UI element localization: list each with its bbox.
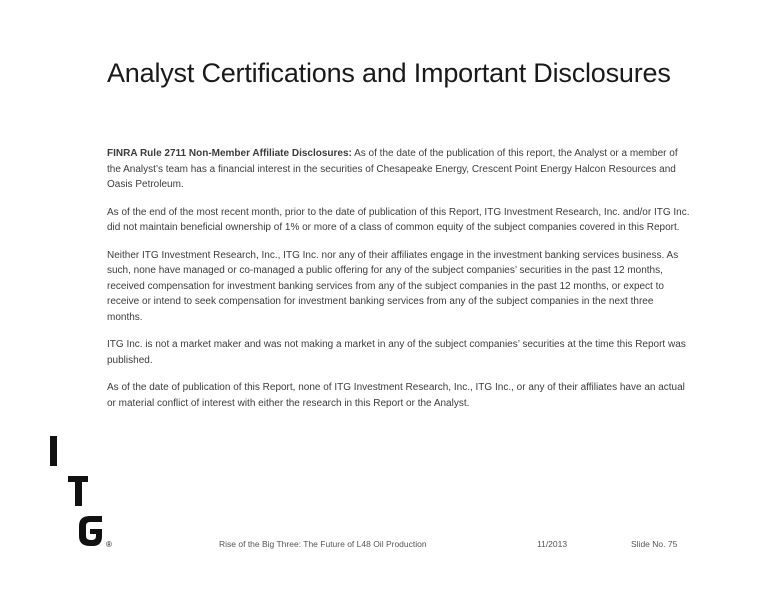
disclosures-body [107, 146, 691, 423]
conflict-disclosure: As of the date of publication of this Report, none of ITG Investment Research, Inc., ITG Inc., or any of their affiliates have an actual or material conflict of interest with either the research in this Report or the Analyst. [107, 382, 685, 409]
footer-slide-number: Slide No. 75 [631, 539, 678, 549]
footer-date: 11/2013 [537, 539, 568, 549]
market-maker-disclosure: ITG Inc. is not a market maker and was not making a market in any of the subject companies’ securities at the time this Report was published. [107, 339, 686, 366]
footer-report-title: Rise of the Big Three: The Future of L48 Oil Production [219, 539, 427, 549]
finra-text: As of the date of the publication of this report, the Analyst or a member of the Analyst’s team has a financial interest in the securities of Chesapeake Energy, Crescent Point Energy Halcon Resources and Oasis Petroleum. [107, 148, 678, 190]
logo-registered-mark: ® [106, 540, 112, 549]
finra-label: FINRA Rule 2711 Non-Member Affiliate Disclosures: [107, 148, 352, 159]
finra-disclosure [107, 146, 691, 193]
logo-letter-g [79, 516, 102, 546]
logo-letter-t [68, 476, 88, 506]
page-title: Analyst Certifications and Important Disclosures [107, 58, 671, 88]
logo-letter-i [50, 436, 57, 466]
investment-banking-disclosure: Neither ITG Investment Research, Inc., ITG Inc. nor any of their affiliates engage in the investment banking services business. As such, none have managed or co-managed a public offering for any of the subject companies’ securities in the past 12 months, received compensation for investment banking services from any of the subject companies in the past 12 months, or expect to receive or intend to seek compensation for investment banking services from any of the subject companies in the next three months. [107, 249, 679, 323]
itg-logo [47, 432, 127, 552]
ownership-disclosure: As of the end of the most recent month, prior to the date of publication of this Report, ITG Investment Research, Inc. and/or ITG Inc. did not maintain beneficial ownership of 1% or more of a class of common equity of the subject companies covered in this Report. [107, 206, 690, 233]
